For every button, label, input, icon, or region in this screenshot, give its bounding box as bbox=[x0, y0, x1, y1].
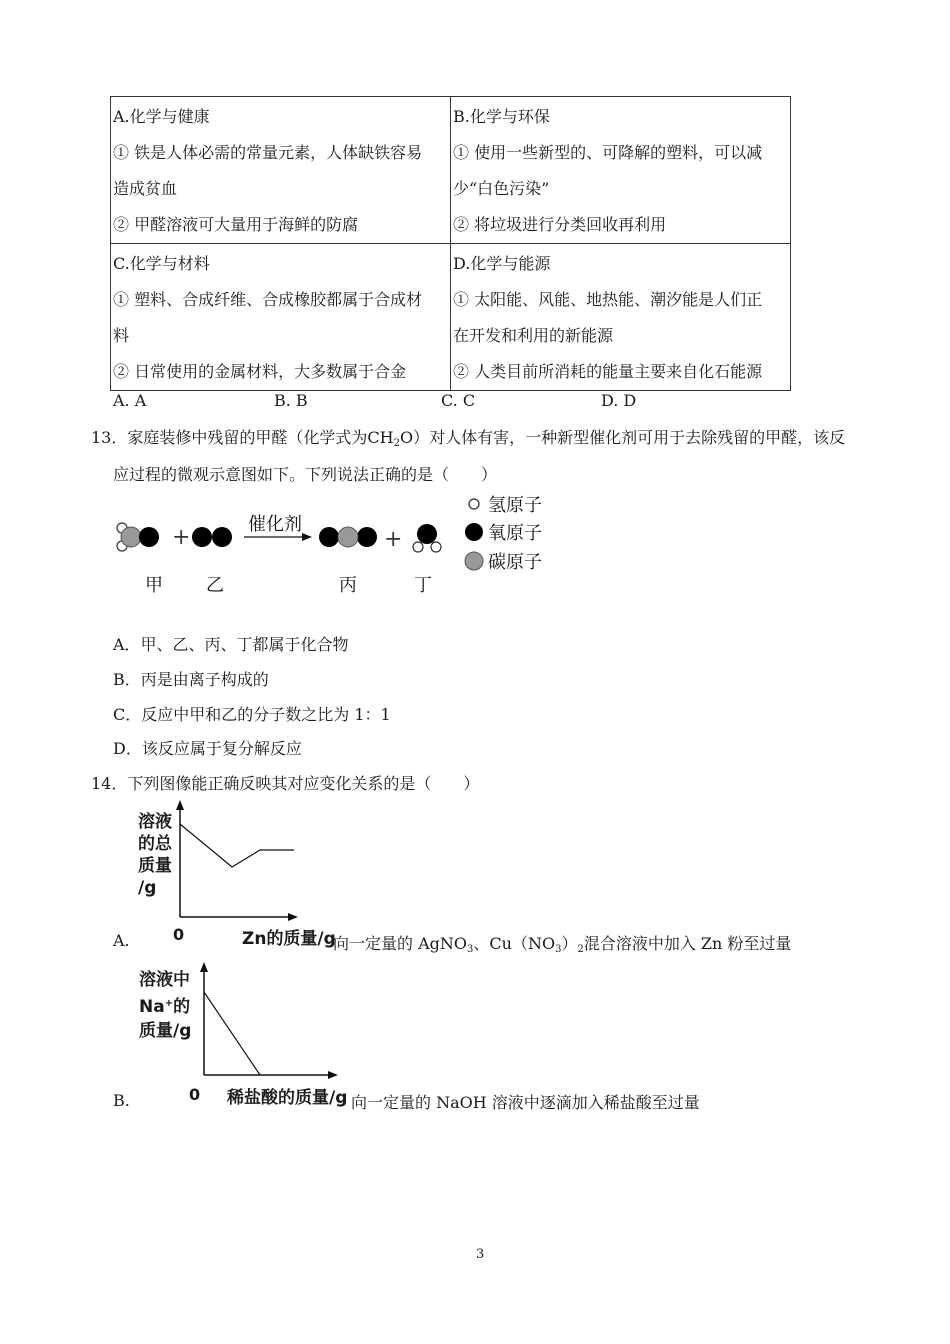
cell-line: ① 铁是人体必需的常量元素，人体缺铁容易 bbox=[113, 143, 423, 162]
q13-option-c[interactable]: C．反应中甲和乙的分子数之比为 1：1 bbox=[113, 705, 391, 724]
q13-stem-line1 bbox=[91, 425, 845, 449]
legend-carbon: 碳原子 bbox=[488, 552, 542, 573]
cell-title: D.化学与能源 bbox=[453, 254, 551, 273]
graph-b-xlabel: 稀盐酸的质量/g bbox=[227, 1088, 348, 1108]
graph-b-plot bbox=[196, 962, 341, 1086]
q12-option-b[interactable]: B. B bbox=[274, 391, 308, 410]
cell-title: B.化学与环保 bbox=[453, 107, 550, 126]
graph-b-description: 向一定量的 NaOH 溶液中逐滴加入稀盐酸至过量 bbox=[351, 1093, 700, 1112]
reaction-diagram bbox=[100, 488, 460, 600]
q12-cell-b bbox=[451, 97, 791, 244]
legend-oxygen: 氧原子 bbox=[488, 523, 542, 544]
legend-hydrogen: 氢原子 bbox=[488, 495, 542, 516]
hydrogen-atom-icon bbox=[469, 499, 479, 509]
graph-a-curve bbox=[180, 824, 294, 867]
graph-b-origin: 0 bbox=[189, 1085, 201, 1104]
molecule-bing bbox=[319, 527, 377, 547]
q12-option-c[interactable]: C. C bbox=[441, 391, 476, 410]
graph-a-xlabel: Zn的质量/g bbox=[242, 929, 336, 949]
cell-line: 造成贫血 bbox=[113, 179, 178, 198]
cell-line: ① 太阳能、风能、地热能、潮汐能是人们正 bbox=[453, 290, 763, 309]
q12-table bbox=[110, 96, 791, 391]
cell-line: ② 日常使用的金属材料，大多数属于合金 bbox=[113, 362, 407, 381]
label-ding: 丁 bbox=[414, 575, 432, 596]
molecule-yi bbox=[192, 527, 232, 547]
plus-sign-2: + bbox=[384, 527, 403, 552]
label-bing: 丙 bbox=[339, 575, 357, 596]
graph-b-curve bbox=[204, 992, 260, 1075]
carbon-atom-icon bbox=[465, 552, 483, 570]
cell-line: ② 将垃圾进行分类回收再利用 bbox=[453, 215, 667, 234]
q13-option-d[interactable]: D．该反应属于复分解反应 bbox=[113, 739, 302, 758]
graph-a-plot bbox=[170, 800, 300, 922]
graph-a-origin: 0 bbox=[173, 925, 185, 944]
catalyst-label: 催化剂 bbox=[248, 514, 302, 535]
q12-cell-a bbox=[111, 97, 451, 244]
q12-cell-d bbox=[451, 244, 791, 391]
molecule-ding bbox=[413, 524, 441, 552]
q14-option-a-letter[interactable]: A. bbox=[113, 931, 130, 950]
label-yi: 乙 bbox=[206, 575, 224, 596]
graph-a-description: 向一定量的 AgNO$_3$、$Cu(NO_3)_2$混合溶液中加入 Zn 粉至过量 bbox=[333, 934, 792, 955]
cell-line: ① 使用一些新型的、可降解的塑料，可以减 bbox=[453, 143, 763, 162]
q14-stem: 14．下列图像能正确反映其对应变化关系的是（ ） bbox=[91, 774, 480, 793]
graph-a-ylabel: 溶液 的总 质量 /g bbox=[138, 812, 172, 898]
plus-sign-1: + bbox=[172, 525, 191, 550]
q14-option-b-letter[interactable]: B. bbox=[113, 1091, 130, 1110]
cell-line: 在开发和利用的新能源 bbox=[453, 326, 614, 345]
molecule-jia bbox=[117, 523, 159, 551]
q13-stem-part1: 13．家庭装修中残留的甲醛（化学式为 bbox=[91, 428, 368, 447]
q13-option-b[interactable]: B．丙是由离子构成的 bbox=[113, 670, 269, 689]
formula-ch2o: $CH_2O$ bbox=[367, 428, 414, 449]
cell-line: ② 人类目前所消耗的能量主要来自化石能源 bbox=[453, 362, 763, 381]
cell-line: 少“白色污染” bbox=[453, 179, 550, 198]
cell-title: A.化学与健康 bbox=[113, 107, 210, 126]
q13-stem-line2: 应过程的微观示意图如下。下列说法正确的是（ ） bbox=[113, 465, 498, 484]
oxygen-atom-icon bbox=[465, 523, 483, 541]
cell-title: C.化学与材料 bbox=[113, 254, 210, 273]
q13-stem-part2: ）对人体有害，一种新型催化剂可用于去除残留的甲醛，该反 bbox=[413, 428, 846, 447]
q12-cell-c bbox=[111, 244, 451, 391]
atom-legend bbox=[462, 490, 572, 580]
q12-option-d[interactable]: D. D bbox=[601, 391, 637, 410]
cell-line: 料 bbox=[113, 326, 130, 345]
cell-line: ① 塑料、合成纤维、合成橡胶都属于合成材 bbox=[113, 290, 423, 309]
q12-option-a[interactable]: A. A bbox=[113, 391, 147, 410]
q13-option-a[interactable]: A．甲、乙、丙、丁都属于化合物 bbox=[113, 635, 349, 654]
page-number: 3 bbox=[476, 1247, 485, 1262]
graph-b-ylabel: 溶液中 Na+的 质量/g bbox=[139, 970, 192, 1041]
label-jia: 甲 bbox=[145, 575, 163, 596]
cell-line: ② 甲醛溶液可大量用于海鲜的防腐 bbox=[113, 215, 359, 234]
